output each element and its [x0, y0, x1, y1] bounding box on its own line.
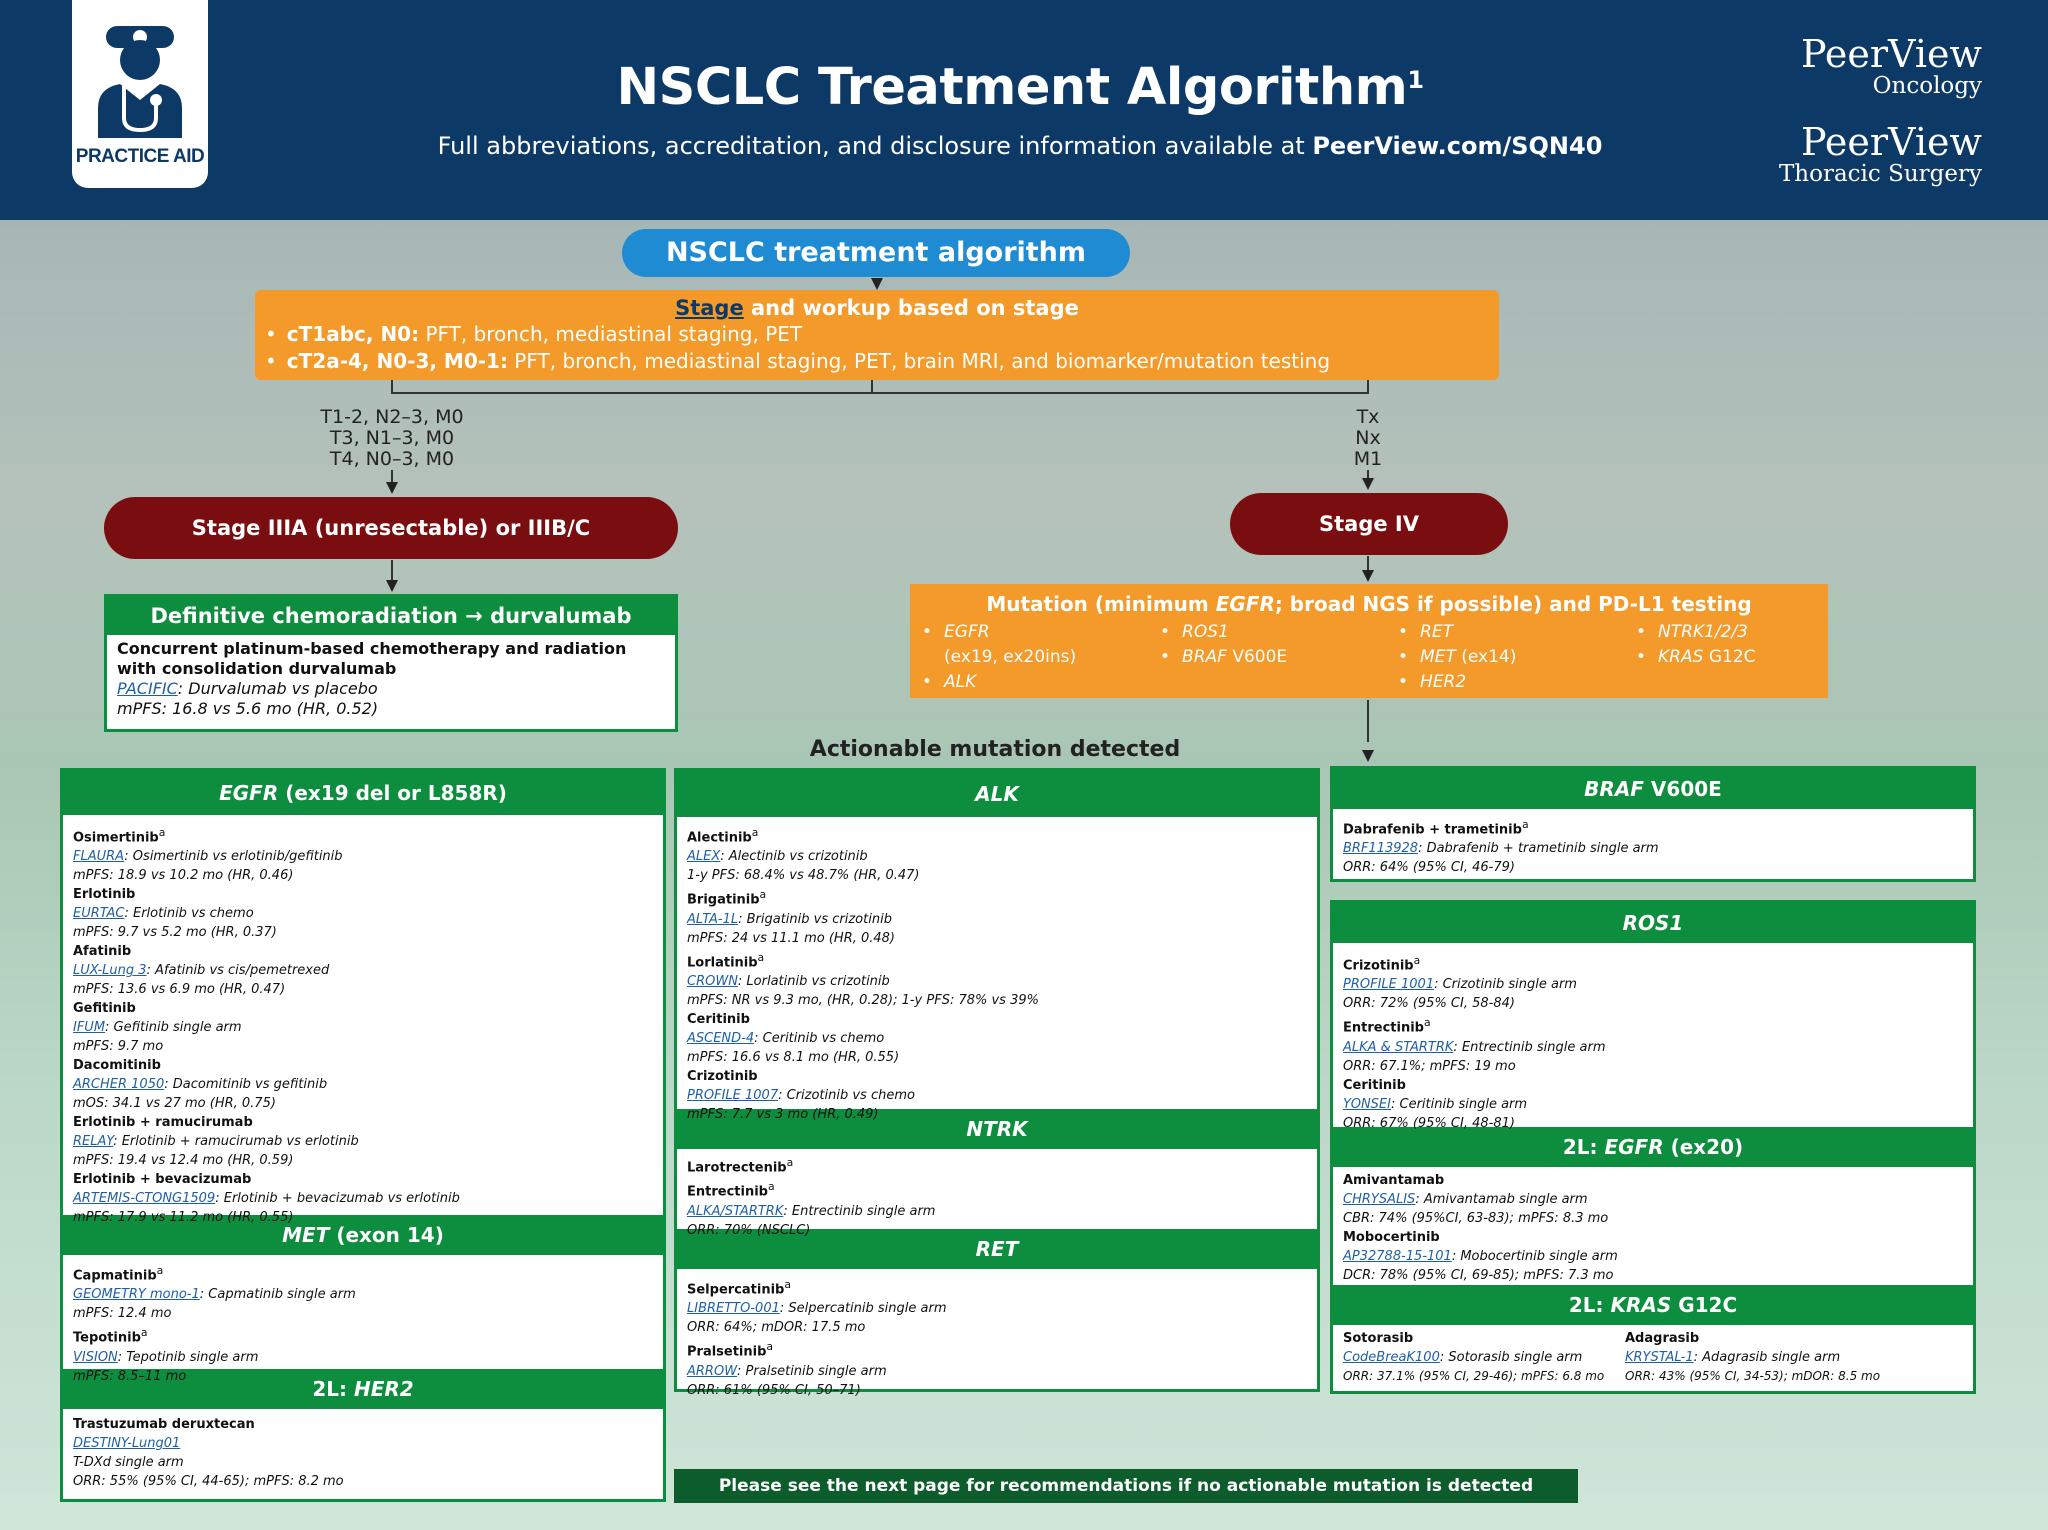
connector [871, 380, 873, 393]
alk-header: ALK [677, 771, 1317, 817]
practice-aid-badge [72, 0, 208, 188]
trial-link[interactable]: ARTEMIS-CTONG1509 [73, 1191, 216, 1207]
trial-link[interactable]: CodeBreaK100 [1343, 1350, 1440, 1365]
trial-link[interactable]: ARROW [687, 1363, 738, 1379]
ros1-header: ROS1 [1333, 903, 1973, 943]
subtitle-link[interactable]: PeerView.com/SQN40 [1312, 132, 1603, 160]
trial-link[interactable]: LUX-Lung 3 [73, 963, 147, 979]
ret-body: Selpercatinib$^a$ LIBRETTO-001: Selpercatinib single arm ORR: 64%; mDOR: 17.5 mo Pralsetinib$^a$ ARROW: Pralsetinib single arm ORR: 61% (95% CI, 50–71) [687, 1278, 947, 1398]
algorithm-title-pill: NSCLC treatment algorithm [622, 229, 1130, 277]
trial-link[interactable]: FLAURA [73, 849, 125, 865]
trial-link[interactable]: EURTAC [73, 906, 125, 922]
ros1-body: Crizotinib$^a$ PROFILE 1001: Crizotinib single arm ORR: 72% (95% CI, 58-84) Entrectinib$^a$ ALKA & STARTRK: Entrectinib single arm ORR: 67.1%; mPFS: 19 mo Ceritinib YONSEI: Ceritinib single arm ORR: 67% (95% CI, 48-81) [1343, 954, 1606, 1131]
ntrk-body: Larotrectenib$^a$ Entrectinib$^a$ ALKA/STARTRK: Entrectinib single arm ORR: 70% (NSCLC) [687, 1156, 936, 1238]
her2-header: 2L: HER2 [63, 1369, 663, 1409]
trial-link[interactable]: DESTINY-Lung01 [73, 1436, 181, 1451]
brand-logo-thoracic-surgery: PeerView Thoracic Surgery [1778, 120, 1982, 187]
trial-link[interactable]: PROFILE 1001 [1343, 977, 1435, 993]
arrow-down-icon [1362, 478, 1374, 490]
practice-aid-label: PRACTICE AID [75, 146, 205, 167]
ntrk-header: NTRK [677, 1109, 1317, 1149]
next-page-banner: Please see the next page for recommendations if no actionable mutation is detected [674, 1469, 1578, 1503]
trial-link[interactable]: IFUM [73, 1020, 106, 1036]
trial-link[interactable]: GEOMETRY mono-1 [73, 1287, 200, 1303]
trial-link[interactable]: CROWN [687, 973, 738, 989]
arrow-down-icon [386, 482, 398, 494]
egfr-header: EGFR (ex19 del or L858R) [63, 771, 663, 815]
met-header: MET (exon 14) [63, 1215, 663, 1255]
brand-logo-oncology: PeerView Oncology [1801, 32, 1982, 99]
stage-bullet-1: • cT1abc, N0: PFT, bronch, mediastinal staging, PET [265, 321, 1499, 348]
arrow-down-icon [1362, 750, 1374, 762]
trial-link[interactable]: AP32788-15-101 [1343, 1249, 1452, 1264]
her2-body: Trastuzumab deruxtecan DESTINY-Lung01 T-DXd single arm ORR: 55% (95% CI, 44-65); mPFS: 8.2 mo [73, 1417, 344, 1489]
actionable-mutation-heading: Actionable mutation detected [809, 737, 1181, 762]
right-branch-criteria: Tx Nx M1 [1353, 406, 1383, 470]
braf-body: Dabrafenib + trametinib$^a$ BRF113928: Dabrafenib + trametinib single arm ORR: 64% (95% CI, 46-79) [1343, 818, 1659, 876]
trial-link[interactable]: YONSEI [1343, 1096, 1391, 1112]
left-branch-criteria: T1-2, N2–3, M0 T3, N1–3, M0 T4, N0–3, M0 [320, 406, 464, 470]
arrow-down-icon [386, 580, 398, 592]
trial-link[interactable]: KRYSTAL-1 [1625, 1350, 1694, 1365]
trial-link[interactable]: ALKA & STARTRK [1343, 1039, 1454, 1055]
braf-panel [1330, 766, 1976, 882]
mutation-testing-box: Mutation (minimum EGFR; broad NGS if possible) and PD-L1 testing • EGFR (ex19, ex20ins) • ALK • ROS1 • BRAF V600E • RET • MET (ex14) • HER2 • NTRK1/2/3 • KRAS G12C [910, 584, 1828, 698]
trial-link[interactable]: ALTA-1L [687, 911, 739, 927]
stage-iii-pill: Stage IIIA (unresectable) or IIIB/C [104, 497, 678, 559]
sotorasib-entry: Sotorasib CodeBreaK100: Sotorasib single arm ORR: 37.1% (95% CI, 29-46); mPFS: 6.8 mo [1343, 1331, 1605, 1383]
egfr-ex20-body: Amivantamab CHRYSALIS: Amivantamab single arm CBR: 74% (95%CI, 63-83); mPFS: 8.3 mo Mobocertinib AP32788-15-101: Mobocertinib single arm DCR: 78% (95% CI, 69-85); mPFS: 7.3 mo [1343, 1173, 1618, 1283]
trial-link[interactable]: ALEX [687, 849, 721, 865]
kras-body [1333, 1325, 1973, 1389]
met-body: Capmatinib$^a$ GEOMETRY mono-1: Capmatinib single arm mPFS: 12.4 mo Tepotinib$^a$ VISION: Tepotinib single arm mPFS: 8.5–11 mo [73, 1264, 356, 1384]
right-column-panel [1330, 900, 1976, 1394]
trial-link[interactable]: CHRYSALIS [1343, 1192, 1416, 1207]
egfr-ex20-header: 2L: EGFR (ex20) [1333, 1127, 1973, 1167]
entry: Osimertinib$^a$ [73, 826, 166, 846]
trial-link[interactable]: RELAY [73, 1134, 114, 1150]
trial-link[interactable]: ASCEND-4 [687, 1030, 755, 1046]
trial-link[interactable]: LIBRETTO-001 [687, 1301, 780, 1317]
arrow-down-icon [871, 278, 883, 290]
trial-link[interactable]: VISION [73, 1349, 118, 1365]
connector [1367, 700, 1369, 742]
stage-link[interactable]: Stage [675, 296, 744, 320]
stage-iv-pill: Stage IV [1230, 493, 1508, 555]
kras-header: 2L: KRAS G12C [1333, 1285, 1973, 1325]
pacific-trial-link[interactable]: PACIFIC [117, 679, 178, 698]
adagrasib-entry: Adagrasib KRYSTAL-1: Adagrasib single arm ORR: 43% (95% CI, 34-53); mDOR: 8.5 mo [1625, 1331, 1881, 1383]
connector [391, 560, 393, 582]
alk-body: Alectinib$^a$ ALEX: Alectinib vs crizotinib 1-y PFS: 68.4% vs 48.7% (HR, 0.47) Brigatinib$^a$ ALTA-1L: Brigatinib vs crizotinib mPFS: 24 vs 11.1 mo (HR, 0.48) Lorlatinib$^a$ CROWN: Lorlatinib vs crizotinib mPFS: NR vs 9.3 mo, (HR, 0.28); 1-y PFS: 78% vs 39% Ceritinib ASCEND-4: Ceritinib vs chemo mPFS: 16.6 vs 8.1 mo (HR, 0.55) Crizotinib PROFILE 1007: Crizotinib vs chemo mPFS: 7.7 vs 3 mo (HR, 0.49) [687, 826, 1039, 1122]
doctor-icon [94, 26, 186, 138]
stage-workup-box: Stage and workup based on stage • cT1abc, N0: PFT, bronch, mediastinal staging, PET • cT2a-4, N0-3, M0-1: PFT, bronch, mediastinal staging, PET, brain MRI, and biomarker/mutation testing [255, 290, 1499, 380]
left-column-panel [60, 768, 666, 1502]
trial-link[interactable]: BRF113928 [1343, 841, 1419, 857]
connector [391, 380, 393, 394]
stage-bullet-2: • cT2a-4, N0-3, M0-1: PFT, bronch, mediastinal staging, PET, brain MRI, and biomarker/mutation testing [265, 348, 1499, 375]
ret-header: RET [677, 1229, 1317, 1269]
egfr-body: Osimertinib$^a$ FLAURA: Osimertinib vs erlotinib/gefitinib mPFS: 18.9 vs 10.2 mo (HR, 0.46) Erlotinib EURTAC: Erlotinib vs chemo mPFS: 9.7 vs 5.2 mo (HR, 0.37) Afatinib LUX-Lung 3: Afatinib vs cis/pemetrexed mPFS: 13.6 vs 6.9 mo (HR, 0.47) Gefitinib IFUM: Gefitinib single arm mPFS: 9.7 mo Dacomitinib ARCHER 1050: Dacomitinib vs gefitinib mOS: 34.1 vs 27 mo (HR, 0.75) Erlotinib + ramucirumab RELAY: Erlotinib + ramucirumab vs erlotinib mPFS: 19.4 vs 12.4 mo (HR, 0.59) Erlotinib + bevacizumab ARTEMIS-CTONG1509: Erlotinib + bevacizumab vs erlotinib mPFS: 17.9 vs 11.2 mo (HR, 0.55) [63, 815, 663, 1215]
arrow-down-icon [1362, 570, 1374, 582]
trial-link[interactable]: ALKA/STARTRK [687, 1203, 784, 1219]
braf-header: BRAF V600E [1333, 769, 1973, 809]
chemoradiation-box: Definitive chemoradiation → durvalumab Concurrent platinum-based chemotherapy and radiation with consolidation durvalumab PACIFIC: Durvalumab vs placebo mPFS: 16.8 vs 5.6 mo (HR, 0.52) [104, 594, 678, 732]
page-title: NSCLC Treatment Algorithm$^1$ [616, 58, 1424, 117]
page-subtitle: Full abbreviations, accreditation, and disclosure information available at PeerView.com/SQN40 [437, 132, 1603, 160]
branch-line [391, 392, 1369, 394]
trial-link[interactable]: ARCHER 1050 [73, 1077, 165, 1093]
connector [1367, 380, 1369, 394]
middle-column-panel [674, 768, 1320, 1398]
chemoradiation-header: Definitive chemoradiation → durvalumab [107, 597, 675, 635]
trial-link[interactable]: PROFILE 1007 [687, 1087, 779, 1103]
